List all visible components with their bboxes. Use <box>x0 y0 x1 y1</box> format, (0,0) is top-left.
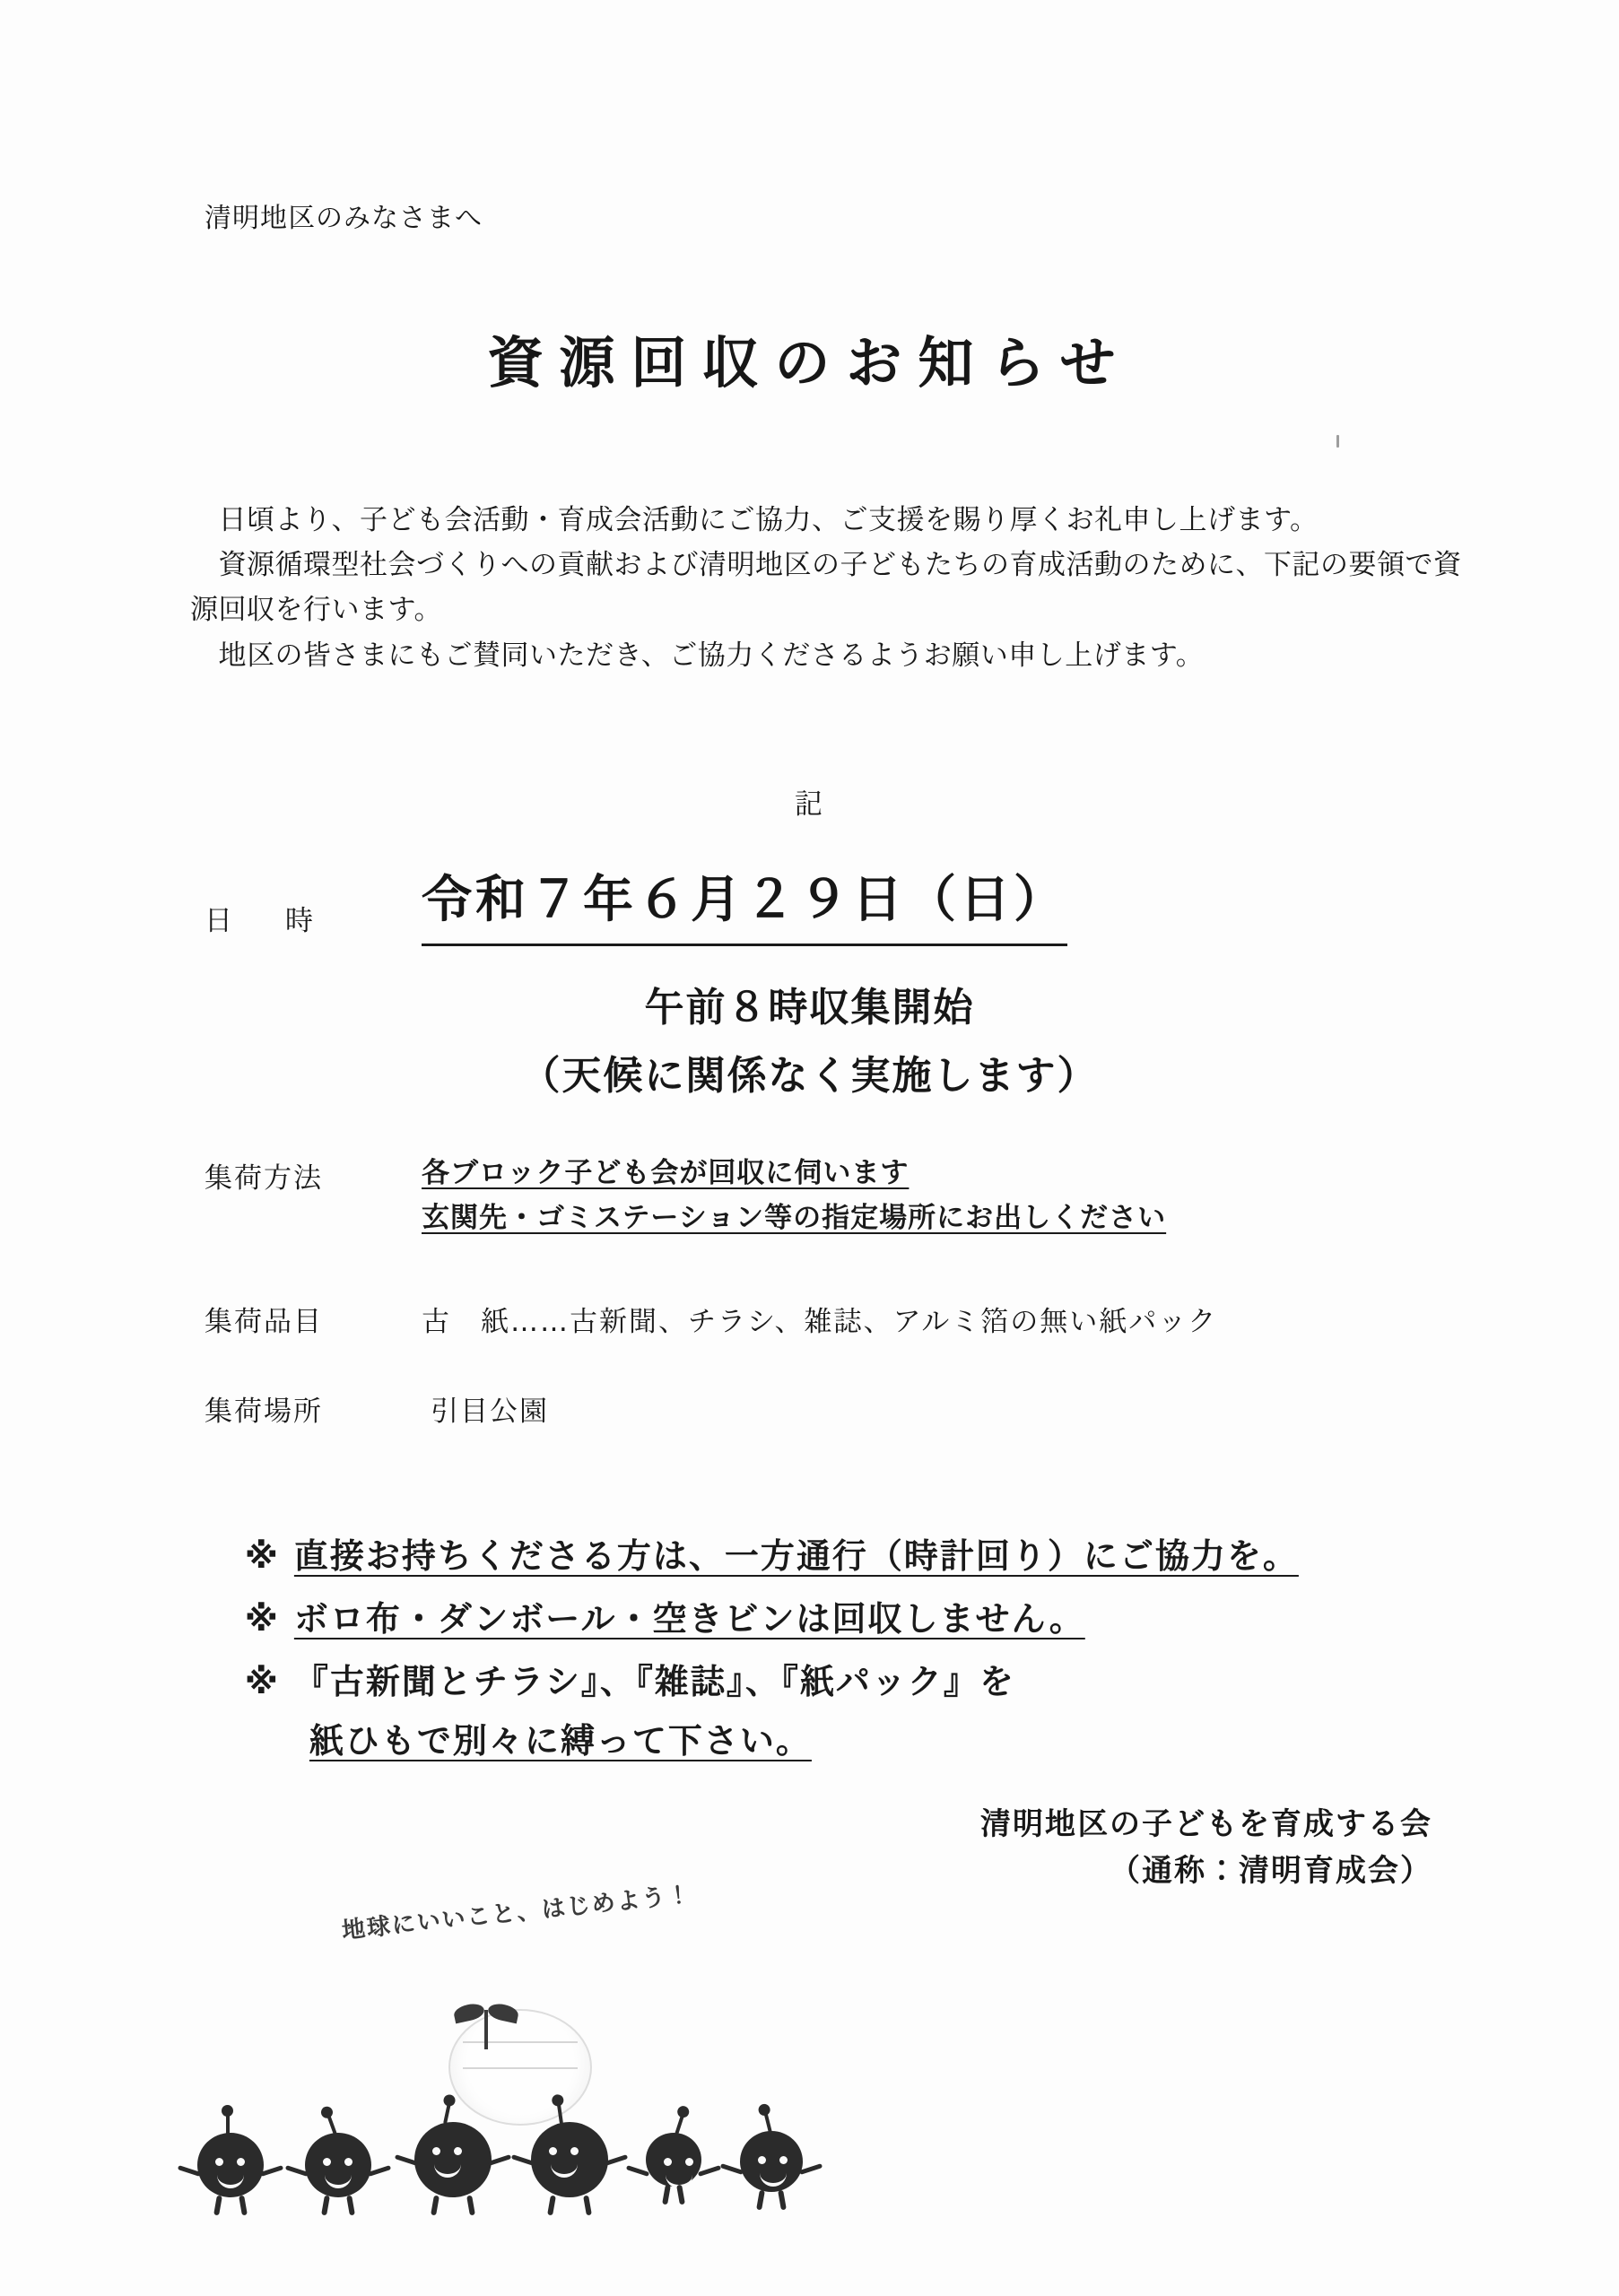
illustration-caption: 地球にいいこと、はじめよう！ <box>340 1881 693 1945</box>
smile-icon <box>551 2161 578 2178</box>
notice-line-3-cont <box>255 1674 812 1802</box>
method-value-line-2: 玄関先・ゴミステーション等の指定場所にお出しください <box>422 1202 1167 1234</box>
smile-icon <box>434 2161 461 2178</box>
addressee-line: 清明地区のみなさまへ <box>205 203 483 234</box>
notice-text-1: 直接お持ちくださる方は、一方通行（時計回り）にご協力を。 <box>293 1536 1299 1576</box>
eco-illustration <box>179 1874 879 2233</box>
notice-text-3b: 紙ひもで別々に縛って下さい。 <box>309 1721 812 1761</box>
datetime-value: 令和７年６月２９日（日） <box>422 864 1067 946</box>
time-start-line: 午前８時収集開始 <box>644 985 975 1031</box>
character-head <box>646 2133 701 2187</box>
signature-organization: 清明地区の子どもを育成する会 <box>980 1806 1432 1842</box>
character-leg-left <box>547 2196 556 2216</box>
antenna-icon <box>443 2102 451 2124</box>
character-leg-left <box>431 2196 440 2216</box>
character-arm-right <box>698 2165 721 2177</box>
antenna-icon <box>763 2111 772 2133</box>
character-leg-left <box>321 2196 330 2216</box>
character-leg-right <box>583 2196 592 2216</box>
notice-text-2: ボロ布・ダンボール・空きビンは回収しません。 <box>293 1599 1085 1639</box>
eco-character <box>197 2133 264 2197</box>
globe-icon <box>448 2009 592 2126</box>
character-head <box>740 2131 803 2192</box>
datetime-label: 日 時 <box>205 905 326 937</box>
intro-paragraph-1: 日頃より、子ども会活動・育成会活動にご協力、ご支援を賜り厚くお礼申し上げます。 <box>190 504 1319 536</box>
smile-icon <box>325 2172 352 2188</box>
page-title: 資源回収のお知らせ <box>487 330 1132 396</box>
character-leg-left <box>662 2185 671 2205</box>
eco-character <box>305 2133 371 2197</box>
intro-paragraph-2: 資源循環型社会づくりへの貢献および清明地区の子どもたちの育成活動のために、下記の要領で資源回収を行います。 <box>190 549 1462 627</box>
character-head <box>305 2133 371 2197</box>
character-leg-left <box>756 2190 765 2211</box>
smile-icon <box>217 2172 244 2188</box>
intro-paragraphs <box>190 498 1482 678</box>
character-leg-right <box>778 2190 787 2211</box>
place-label: 集荷場所 <box>205 1396 323 1428</box>
method-value-line-1: 各ブロック子ども会が回収に伺います <box>422 1157 910 1189</box>
eco-character <box>414 2122 492 2197</box>
eco-character <box>531 2122 608 2197</box>
notice-text-3a: 『古新聞とチラシ』、『雑誌』、『紙パック』を <box>293 1662 1015 1701</box>
character-leg-left <box>213 2196 222 2216</box>
character-leg-right <box>239 2196 248 2216</box>
smile-icon <box>760 2170 787 2187</box>
character-leg-right <box>346 2196 355 2216</box>
character-leg-right <box>676 2185 685 2205</box>
items-value: 古 紙……古新聞、チラシ、雑誌、アルミ箔の無い紙パック <box>422 1306 1218 1338</box>
character-leg-right <box>466 2196 475 2216</box>
items-label: 集荷品目 <box>205 1306 323 1338</box>
sprout-icon <box>484 2010 488 2049</box>
method-label: 集荷方法 <box>205 1162 323 1195</box>
character-arm-right <box>799 2163 823 2175</box>
weather-note-line: （天候に関係なく実施します） <box>520 1053 1099 1099</box>
antenna-icon <box>675 2114 684 2135</box>
scan-artifact <box>1336 435 1339 448</box>
notice-mark-icon: ※ <box>244 1599 280 1639</box>
notice-mark-icon: ※ <box>244 1536 280 1576</box>
intro-paragraph-3: 地区の皆さまにもご賛同いただき、ご協力くださるようお願い申し上げます。 <box>190 639 1205 672</box>
character-head <box>531 2122 608 2197</box>
ki-marker: 記 <box>795 788 824 821</box>
antenna-icon <box>226 2113 230 2135</box>
notice-mark-icon: ※ <box>244 1662 280 1701</box>
eco-character <box>646 2133 701 2187</box>
place-value: 引目公園 <box>431 1396 549 1428</box>
character-head <box>197 2133 264 2197</box>
character-head <box>414 2122 492 2197</box>
signature-alias: （通称：清明育成会） <box>1110 1853 1432 1889</box>
eco-character <box>740 2131 803 2192</box>
